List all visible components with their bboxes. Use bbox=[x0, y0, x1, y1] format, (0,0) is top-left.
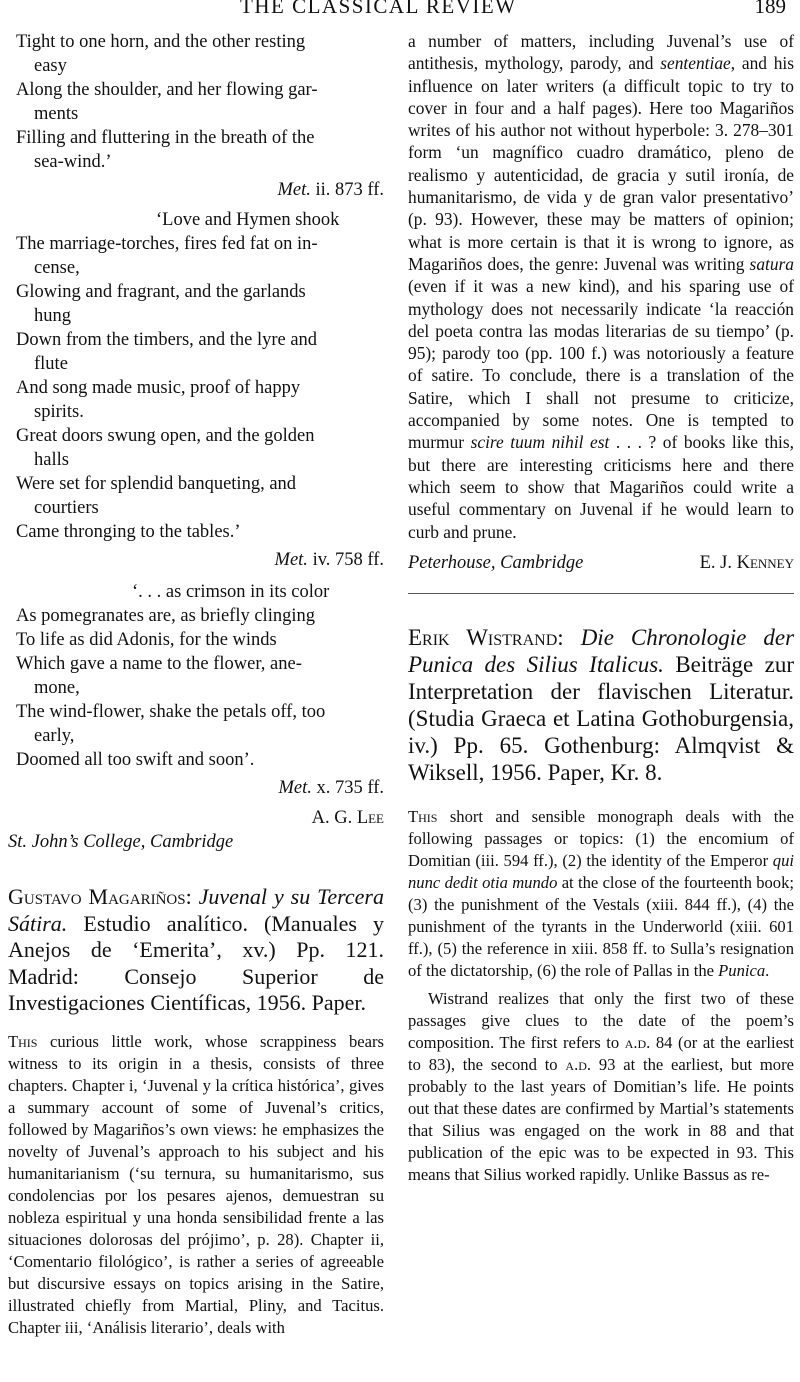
citation-met-iv: Met. iv. 758 ff. bbox=[274, 550, 384, 570]
review-body-paragraph: This short and sensible monograph deals with the following passages or topics: (1) the encomium of Domitian (iii. 594 ff.), (2) the identity of the Emperor qui nunc dedit otia mundo at the close of the fourteenth book; (3) the punishment of the Vestals (xiii. 844 ff.), (4) the punishment of the tyrants in the Underworld (xiii. 601 ff.), (5) the reference in xiii. 858 ff. to Sulla’s resignation of the dictatorship, (6) the role of Pallas in the Punica. bbox=[408, 806, 794, 980]
reviewer-affiliation: St. John’s College, Cambridge bbox=[8, 832, 234, 852]
verse-block-1 bbox=[8, 30, 384, 174]
reviewer-name: A. G. Lee bbox=[311, 808, 384, 828]
citation-met-x: Met. x. 735 ff. bbox=[278, 778, 384, 798]
verse-line: Filling and fluttering in the breath of the sea-wind.’ bbox=[16, 128, 315, 172]
verse-block-3 bbox=[8, 604, 384, 772]
review-body-paragraph: a number of matters, including Juvenal’s use of antithesis, mythology, parody, and sententiae, and his influence on later writers (a difficult topic to try to cover in four and a half pages). Here too Magariños writes of his author not without hyperbole: 3. 278–301 form ‘un magnífico cuadro dramático, pleno de realismo y autenticidad, de gracia y sutil ironía, de humanitarismo, de vida y de gran valor presentativo’ (p. 93). However, these may be matters of opinion; what is more certain is that it is wrong to ignore, as Magariños does, the genre: Juvenal was writing satura (even if it was a new kind), and his sparing use of mythology does not necessarily indicate ‘la reacción del poeta contra las modas literarias de su tiempo’ (p. 95); parody too (pp. 100 f.) was notoriously a feature of satire. To conclude, there is a translation of the Satire, which I shall not presume to criticize, accompanied by some notes. One is tempted to murmur scire tuum nihil est . . . ? of books like this, but there are interesting criticisms here and there which seem to show that Magariños could write a useful commentary on Juvenal if he would learn to curb and prune. bbox=[408, 31, 795, 542]
reviewer-affiliation: Peterhouse, Cambridge bbox=[408, 552, 584, 573]
verse-line: The wind-flower, shake the petals off, too early, bbox=[16, 702, 326, 746]
left-column bbox=[8, 30, 384, 1339]
verse-line: Were set for splendid banqueting, and courtiers bbox=[16, 474, 297, 518]
review-heading: Erik Wistrand: Die Chronologie der Punica des Silius Italicus. Beiträge zur Interpretation der flavischen Literatur. (Studia Graeca et Latina Gothoburgensia, iv.) Pp. 65. Gothenburg: Almqvist & Wiksell, 1956. Paper, Kr. 8. bbox=[408, 624, 795, 785]
verse-line: Which gave a name to the flower, ane- mone, bbox=[16, 654, 302, 698]
verse-3-opening: ‘. . . as crimson in its color bbox=[132, 582, 330, 602]
verse-line: Tight to one horn, and the other resting easy bbox=[16, 32, 306, 76]
verse-line: Great doors swung open, and the golden halls bbox=[16, 426, 315, 470]
verse-block-2 bbox=[8, 232, 384, 544]
running-header bbox=[0, 0, 800, 24]
verse-line: And song made music, proof of happy spirits. bbox=[16, 378, 301, 422]
verse-line: To life as did Adonis, for the winds bbox=[16, 630, 277, 650]
verse-line: As pomegranates are, as briefly clinging bbox=[16, 606, 315, 626]
verse-line: Glowing and fragrant, and the garlands hung bbox=[16, 282, 306, 326]
verse-line: Came thronging to the tables.’ bbox=[16, 522, 241, 542]
citation-met-ii: Met. ii. 873 ff. bbox=[277, 180, 384, 200]
verse-line: Doomed all too swift and soon’. bbox=[16, 750, 255, 770]
page-number: 189 bbox=[754, 0, 786, 18]
review-body-paragraph: Wistrand realizes that only the first two of these passages give clues to the date of the poem’s composition. The first refers to a.d. 84 (or at the earliest to 83), the second to a.d. 93 at the earliest, but more probably to the last years of Domitian’s life. He points out that these dates are confirmed by Martial’s statements that Silius was engaged on the work in 88 and that publication of the epic was to be expected in 93. This means that Silius worked rapidly. Unlike Bassus as re- bbox=[408, 988, 795, 1184]
verse-line: Along the shoulder, and her flowing gar- ments bbox=[16, 80, 318, 124]
review-heading: Gustavo Magariños: Juvenal y su Tercera Sátira. Estudio analítico. (Manuales y Anejos de ‘Emerita’, xv.) Pp. 121. Madrid: Consejo Superior de Investigaciones Científicas, 1956. Paper. bbox=[8, 884, 384, 1015]
reviewer-signature bbox=[408, 551, 794, 575]
verse-line: Down from the timbers, and the lyre and flute bbox=[16, 330, 318, 374]
running-title: THE CLASSICAL REVIEW bbox=[240, 0, 517, 18]
reviewer-name: E. J. Kenney bbox=[699, 552, 794, 573]
review-body-paragraph: This curious little work, whose scrappiness bears witness to its origin in a thesis, consists of three chapters. Chapter i, ‘Juvenal y la crítica histórica’, gives a summary account of some of Juvenal’s critics, followed by Magariños’s own views: he emphasizes the novelty of Juvenal’s approach to his subject and his humanitarianism (‘su ternura, su humanitarismo, sus condolencias por los pesares ajenos, demuestran su nobleza espiritual y una honda sensibilidad frente a las situaciones dolorosas del prójimo’, p. 28). Chapter ii, ‘Comentario filológico’, is rather a series of agreeable but discursive essays on topics arising in the Satire, illustrated chiefly from Martial, Pliny, and Tacitus. Chapter iii, ‘Análisis literario’, deals with bbox=[8, 1031, 384, 1337]
verse-line: The marriage-torches, fires fed fat on in- cense, bbox=[16, 234, 318, 278]
right-column bbox=[408, 30, 794, 1186]
verse-2-opening: ‘Love and Hymen shook bbox=[156, 210, 340, 230]
